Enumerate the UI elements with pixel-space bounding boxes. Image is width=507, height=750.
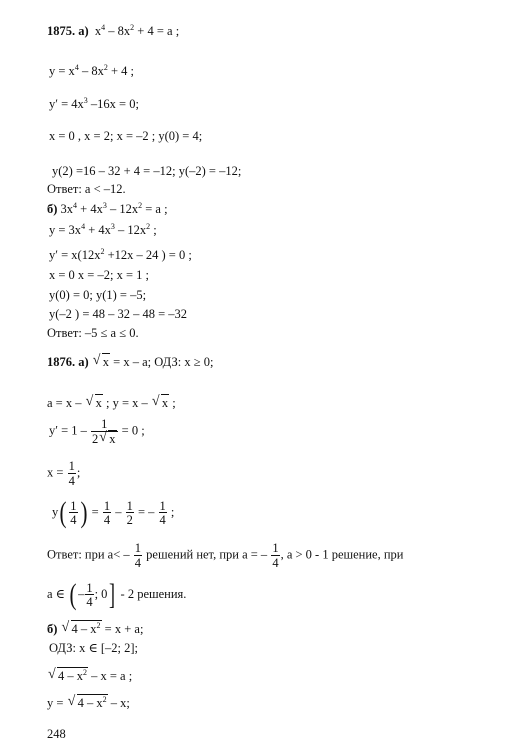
derivative-line: $y' = x(12x^2 +12x - 24$ ) = 0 ; (49, 247, 192, 262)
part-label: б) (47, 202, 58, 216)
problem-1876-header: 1876. а) √ x = x – a; ОДЗ: x ≥ 0; (47, 356, 213, 369)
part-b-header: б) $3x^4 + 4x^3 - 12x^2 = a$ ; (47, 201, 168, 216)
values-line: y(0) = 0; y(1) = –5; (49, 288, 147, 302)
page-number: 248 (47, 727, 66, 741)
answer-line: Ответ: –5 ≤ a ≤ 0. (47, 326, 139, 340)
function-line: $y = 3x^4 + 4x^3 - 12x^2$ ; (49, 222, 157, 237)
derivative-line: y′ = 1 – $\frac{1}{2√ x}$ = 0 ; (49, 418, 145, 445)
y-value-line: y( $\frac{1}{4}$ ) = $\frac{1}{4}$ – $\frac{1}{2}$ = – $\frac{1}{4}$ ; (52, 496, 175, 529)
problem-number: 1876. (47, 355, 76, 369)
equation: $x^4 - 8x^2 + 4 = a$ ; (94, 23, 180, 38)
sqrt-expression: √ x (93, 356, 110, 369)
function-line: y = √ $4 - x^2$ – x; (47, 697, 130, 710)
sqrt-expression: √ $4 - x^2$ (62, 623, 102, 636)
values-line: y(2) =16 – 32 + 4 = –12; y(–2) = –12; (52, 164, 242, 178)
x-value-line: x = $\frac{1}{4}$ ; (47, 459, 81, 488)
roots-line: x = 0 , x = 2; x = –2 ; y(0) = 4; (49, 129, 203, 143)
values-line: y(–2 ) = 48 – 32 – 48 = –32 (49, 307, 188, 321)
roots-line: x = 0 x = –2; x = 1 ; (49, 268, 149, 282)
function-line: $y = x^4 - 8x^2 + 4$ ; (49, 63, 134, 78)
expression-line: √ $4 - x^2 - x = a$ ; (47, 670, 132, 683)
answer-interval-line: a ∈ ( – $\frac{1}{4}$ ; 0] - 2 решения. (47, 578, 187, 611)
problem-number: 1875. (47, 24, 76, 38)
part-label: а) (78, 24, 89, 38)
part-label: б) (47, 622, 58, 636)
derivative-line: $y' = 4x^3$ –16x = 0; (49, 96, 139, 111)
part-b-header: б) √ $4 - x^2 = x + a$; (47, 623, 143, 636)
answer-line: Ответ: при a< – $\frac{1}{4}$ решений нет, при a = – $\frac{1}{4}$ , a > 0 - 1 решение, при (47, 541, 404, 570)
problem-1875-header (47, 25, 179, 38)
domain-line: ОДЗ: x ∈ [–2; 2]; (49, 641, 139, 655)
answer-line: Ответ: a < –12. (47, 182, 126, 196)
part-label: а) (78, 355, 89, 369)
expression-line: a = x – √ x ; y = x – √ x ; (47, 397, 176, 410)
